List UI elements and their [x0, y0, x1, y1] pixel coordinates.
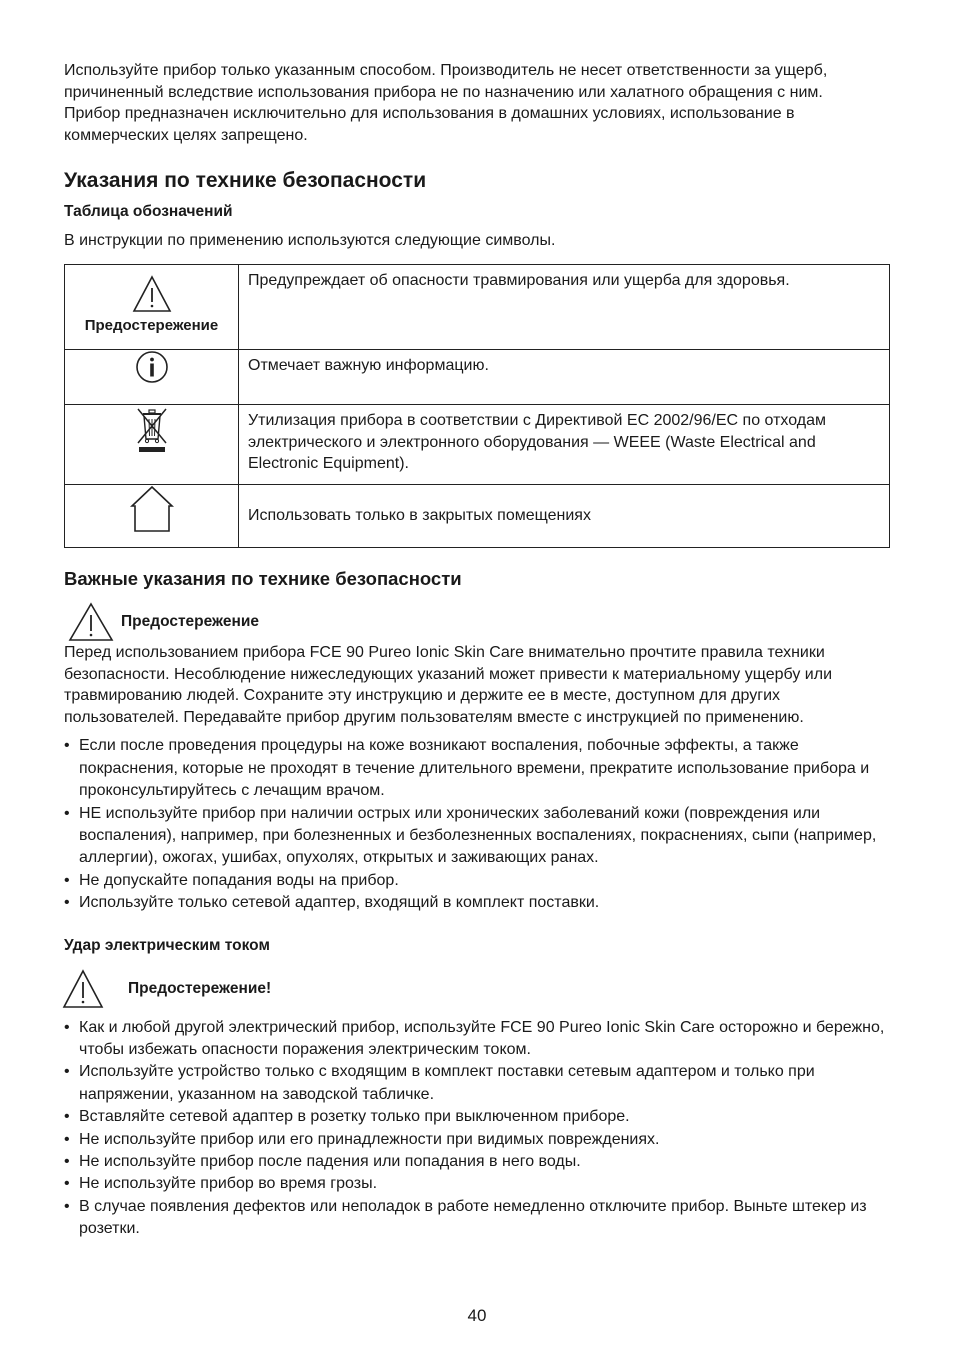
warning-triangle-icon: [62, 969, 104, 1009]
important-paragraph: Перед использованием прибора FCE 90 Pureo Ionic Skin Care внимательно прочтите правила техники безопасности. Несоблюдение нижеследующих указаний может привести к материальному ущербу или травмированию людей. Сохраните эту инструкцию и держите ее в месте, доступном для других пользователей. Передавайте прибор другим пользователям вместе с инструкцией по применению.: [64, 643, 832, 726]
intro-section: [64, 60, 890, 146]
warning-label: Предостережение!: [128, 979, 272, 997]
symbol-icon-cell: [65, 484, 239, 547]
list-item: • Используйте только сетевой адаптер, входящий в комплект поставки.: [64, 892, 890, 914]
symbols-intro: В инструкции по применению используются следующие символы.: [64, 232, 556, 250]
list-item: • Не используйте прибор во время грозы.: [64, 1173, 890, 1195]
table-row: [65, 349, 890, 404]
important-bullets: [64, 735, 890, 914]
intro-paragraph-2: Прибор предназначен исключительно для использования в домашних условиях, использование в коммерческих целях запрещено.: [64, 105, 795, 144]
list-item: • Используйте устройство только с входящим в комплект поставки сетевым адаптером и только при напряжении, указанном на заводской табличке.: [64, 1061, 890, 1106]
important-warning: [64, 602, 890, 642]
symbol-icon-cell: [65, 264, 239, 349]
electric-warning: [64, 969, 890, 1009]
list-item: • Вставляйте сетевой адаптер в розетку только при выключенном приборе.: [64, 1106, 890, 1128]
electric-title: Удар электрическим током: [64, 936, 270, 954]
weee-crossed-bin-icon: [134, 405, 170, 455]
table-row: [65, 484, 890, 547]
list-item: • НЕ используйте прибор при наличии острых или хронических заболеваний кожи (повреждения или воспаления), например, при болезненных и безболезненных воспалениях, покраснениях, сыпи (например, аллергии), ожогах, ушибах, опухолях, открытых и заживающих ранах.: [64, 803, 890, 870]
table-row: [65, 264, 890, 349]
symbol-icon-cell: [65, 349, 239, 404]
intro-paragraph-1: Используйте прибор только указанным способом. Производитель не несет ответственности за ущерб, причиненный вследствие использования прибора не по назначению или халатного обращения с ним.: [64, 62, 828, 101]
symbol-description: Отмечает важную информацию.: [239, 349, 890, 404]
document-page: [64, 60, 890, 1241]
info-icon: [135, 350, 169, 384]
list-item: • В случае появления дефектов или неполадок в работе немедленно отключите прибор. Выньте штекер из розетки.: [64, 1196, 890, 1241]
list-item: • Не допускайте попадания воды на прибор.: [64, 870, 890, 892]
list-item: • Не используйте прибор или его принадлежности при видимых повреждениях.: [64, 1129, 890, 1151]
list-item: • Если после проведения процедуры на коже возникают воспаления, побочные эффекты, а также покраснения, которые не проходят в течение длительного времени, прекратите использование прибора и проконсультируйтесь с лечащим врачом.: [64, 735, 890, 802]
symbols-heading: Таблица обозначений: [64, 203, 233, 221]
house-icon: [129, 485, 175, 533]
symbol-icon-cell: [65, 404, 239, 484]
warning-triangle-icon: [132, 275, 172, 313]
symbol-label: Предостережение: [84, 316, 219, 334]
page-number: 40: [467, 1306, 487, 1325]
list-item: • Не используйте прибор после падения или попадания в него воды.: [64, 1151, 890, 1173]
symbol-description: Использовать только в закрытых помещениях: [239, 484, 890, 547]
electric-bullets: [64, 1017, 890, 1241]
list-item: • Как и любой другой электрический прибор, используйте FCE 90 Pureo Ionic Skin Care осторожно и бережно, чтобы избежать опасности поражения электрическим током.: [64, 1017, 890, 1062]
symbols-table: [64, 264, 890, 548]
symbol-description: Предупреждает об опасности травмирования или ущерба для здоровья.: [239, 264, 890, 349]
warning-label: Предостережение: [121, 612, 259, 630]
safety-title: Указания по технике безопасности: [64, 169, 427, 193]
table-row: [65, 404, 890, 484]
important-title: Важные указания по технике безопасности: [64, 567, 462, 589]
symbol-description: Утилизация прибора в соответствии с Директивой ЕС 2002/96/EC по отходам электрического и электронного оборудования — WEEE (Waste Electrical and Electronic Equipment).: [239, 404, 890, 484]
warning-triangle-icon: [68, 602, 114, 642]
